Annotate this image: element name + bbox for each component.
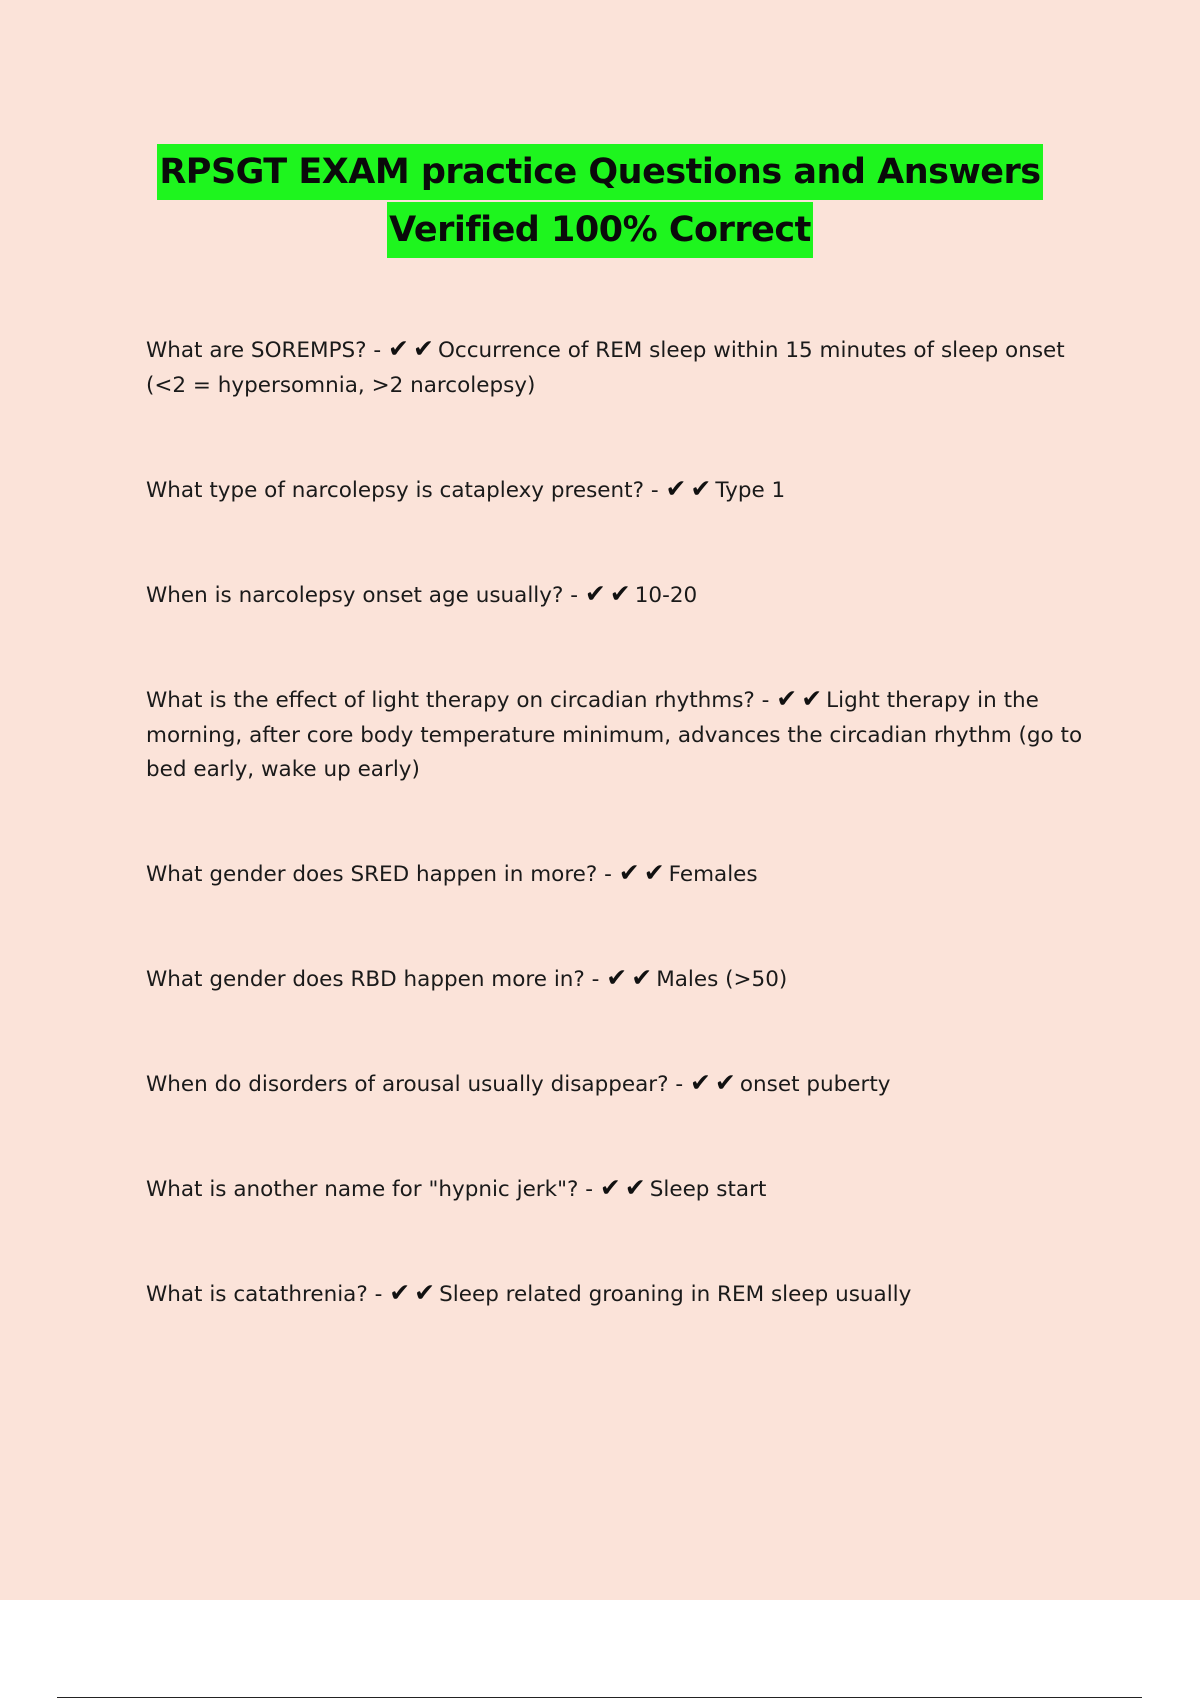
question-text: What type of narcolepsy is cataplexy present? - xyxy=(146,478,659,503)
question-text: What are SOREMPS? - xyxy=(146,338,382,363)
answer-text: Sleep related groaning in REM sleep usually xyxy=(439,1282,912,1307)
question-text: What is another name for "hypnic jerk"? - xyxy=(146,1177,593,1202)
answer-text: Males (>50) xyxy=(656,967,788,992)
double-check-icon: ✔✔ xyxy=(388,334,438,363)
double-check-icon: ✔✔ xyxy=(389,1278,440,1307)
double-check-icon: ✔✔ xyxy=(606,963,657,992)
footer-divider xyxy=(57,1697,1142,1698)
answer-text: Females xyxy=(668,862,758,887)
answer-text: 10-20 xyxy=(634,583,698,608)
qa-item-2 xyxy=(146,472,1086,509)
double-check-icon: ✔✔ xyxy=(689,1068,740,1097)
question-text: What gender does RBD happen more in? - xyxy=(146,967,600,992)
answer-text: Type 1 xyxy=(715,478,786,503)
answer-text: Occurrence of REM sleep within 15 minutes of sleep onset (<2 = hypersomnia, >2 narcolepsy) xyxy=(146,338,1065,398)
document-title xyxy=(0,144,1200,258)
double-check-icon: ✔✔ xyxy=(776,684,827,713)
qa-item-6 xyxy=(146,961,1086,998)
qa-item-8 xyxy=(146,1171,1086,1208)
double-check-icon: ✔✔ xyxy=(584,579,635,608)
qa-item-1 xyxy=(146,332,1086,403)
question-text: What is the effect of light therapy on circadian rhythms? - xyxy=(146,688,770,713)
question-text: When do disorders of arousal usually disappear? - xyxy=(146,1072,684,1097)
answer-text: Sleep start xyxy=(649,1177,767,1202)
double-check-icon: ✔✔ xyxy=(665,474,716,503)
question-text: When is narcolepsy onset age usually? - xyxy=(146,583,578,608)
double-check-icon: ✔✔ xyxy=(618,858,669,887)
double-check-icon: ✔✔ xyxy=(599,1173,650,1202)
answer-text: onset puberty xyxy=(739,1072,891,1097)
title-line-1: RPSGT EXAM practice Questions and Answers xyxy=(157,144,1042,200)
question-text: What is catathrenia? - xyxy=(146,1282,383,1307)
qa-item-3 xyxy=(146,577,1086,614)
answer-text: Light therapy in the morning, after core body temperature minimum, advances the circadian rhythm (go to bed early, wake up early) xyxy=(146,688,1083,782)
question-text: What gender does SRED happen in more? - xyxy=(146,862,612,887)
qa-item-9 xyxy=(146,1276,1086,1313)
qa-item-7 xyxy=(146,1066,1086,1103)
qa-item-4 xyxy=(146,682,1086,788)
qa-item-5 xyxy=(146,856,1086,893)
title-line-2: Verified 100% Correct xyxy=(387,202,813,258)
